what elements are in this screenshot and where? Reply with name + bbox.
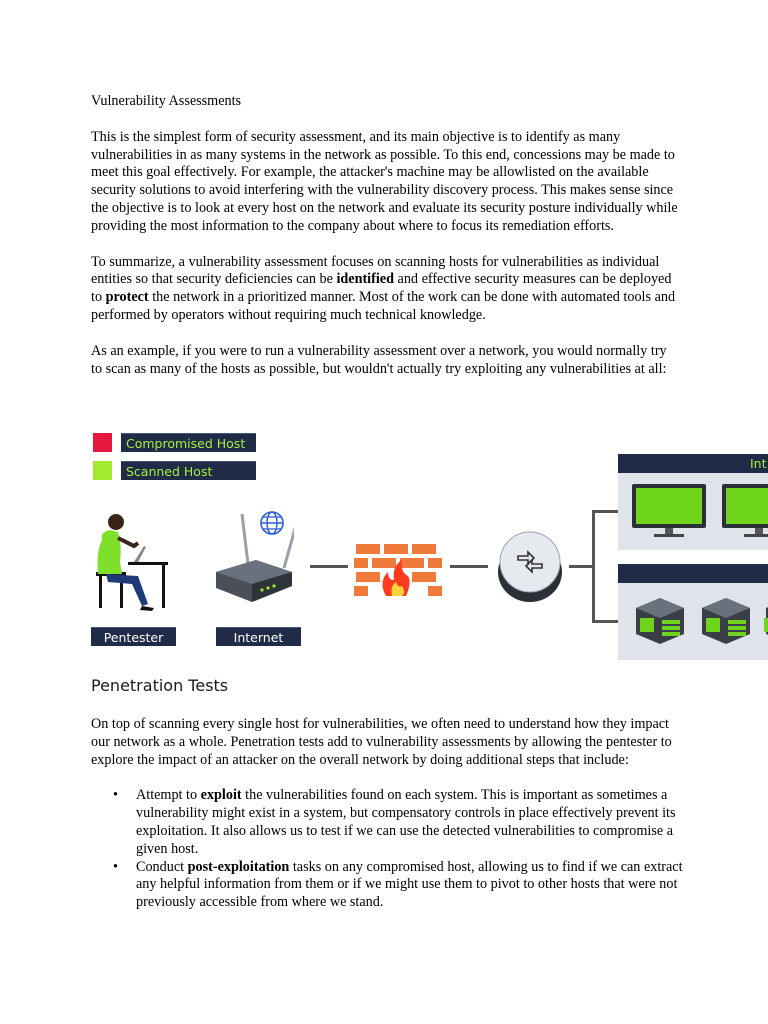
bold-identified: identified bbox=[336, 271, 394, 288]
item-text-c: tasks on any compromised host, allowing us to find if we can extract any helpful information from them or if we might use them to pivot to other hosts that were not previously accessible from where we stand. bbox=[136, 858, 683, 911]
panel-header bbox=[618, 454, 768, 473]
list-item bbox=[136, 787, 686, 858]
firewall-icon bbox=[354, 542, 446, 600]
paragraph-intro: This is the simplest form of security assessment, and its main objective is to identify as many vulnerabilities in as many systems in the network as possible. To this end, concessions may be made to meet this goal effectively. For example, the attacker's machine may be allowlisted on the available security solutions to avoid interfering with the vulnerability discovery process. This makes sense since the objective is to look at every host on the network and evaluate its security posture individually while providing the most information to the company about where to focus its remediation efforts. bbox=[91, 128, 678, 234]
legend-compromised-label: Compromised Host bbox=[121, 433, 256, 452]
label-internal: Int bbox=[750, 456, 767, 471]
section-penetration-tests bbox=[91, 716, 686, 912]
monitor-icon bbox=[722, 484, 768, 540]
label-internet: Internet bbox=[216, 627, 301, 646]
paragraph-example: As an example, if you were to run a vulnerability assessment over a network, you would normally try to scan as many of the hosts as possible, but wouldn't actually try exploiting any vulnerabilities at all: bbox=[91, 342, 667, 377]
legend-compromised-swatch bbox=[93, 433, 112, 452]
summary-text-d: the network in a prioritized manner. Most of the work can be done with automated tools and performed by operators without requiring much technical knowledge. bbox=[91, 289, 676, 323]
connector-switch-branch bbox=[569, 565, 593, 568]
item-text-a: Conduct bbox=[136, 858, 188, 875]
label-pentester: Pentester bbox=[91, 627, 176, 646]
summary-text-c: and effective security measures can be deployed to bbox=[91, 271, 672, 306]
summary-text-a: To summarize, a vulnerability assessment focuses on scanning hosts for vulnerabilities as individual entities so that security deficiencies can be bbox=[91, 253, 660, 288]
paragraph-summary bbox=[91, 254, 681, 325]
connector-firewall-switch bbox=[450, 565, 488, 568]
section-vulnerability-assessments bbox=[91, 93, 681, 396]
server-icon bbox=[698, 594, 754, 646]
monitor-icon bbox=[632, 484, 706, 540]
person-laptop-icon bbox=[88, 512, 170, 612]
legend-scanned-swatch bbox=[93, 461, 112, 480]
connector-branch-top bbox=[592, 510, 619, 513]
legend-scanned-label: Scanned Host bbox=[121, 461, 256, 480]
item-text-c: the vulnerabilities found on each system. This is important as sometimes a vulnerability might exist in a system, but compensatory controls in place effectively prevent its exploitation. It also allows us to test if we can use the detected vulnerabilities to compromise a given host. bbox=[136, 787, 676, 857]
panel-header bbox=[618, 564, 768, 583]
panel-internal-workstations bbox=[618, 454, 768, 550]
bold-exploit: exploit bbox=[200, 787, 242, 804]
server-icon bbox=[632, 594, 688, 646]
bold-protect: protect bbox=[105, 289, 149, 306]
heading-vulnerability-assessments: Vulnerability Assessments bbox=[91, 93, 242, 109]
connector-branch-bottom bbox=[592, 620, 619, 623]
steps-list bbox=[91, 787, 686, 912]
connector-router-firewall bbox=[310, 565, 348, 568]
connector-branch-vertical bbox=[592, 510, 595, 622]
bold-post-exploitation: post-exploitation bbox=[187, 858, 290, 875]
paragraph-pentest-intro: On top of scanning every single host for vulnerabilities, we often need to understand how they impact our network as a whole. Penetration tests add to vulnerability assessments by allowing the pentester to explore the impact of an attacker on the overall network by doing additional steps that include: bbox=[91, 716, 672, 768]
panel-internal-servers bbox=[618, 564, 768, 660]
network-diagram bbox=[0, 426, 768, 666]
server-icon bbox=[762, 594, 768, 646]
router-icon bbox=[212, 512, 294, 606]
item-text-a: Attempt to bbox=[136, 787, 201, 804]
heading-penetration-tests: Penetration Tests bbox=[91, 676, 229, 695]
list-item bbox=[136, 859, 686, 912]
switch-icon bbox=[496, 530, 564, 602]
